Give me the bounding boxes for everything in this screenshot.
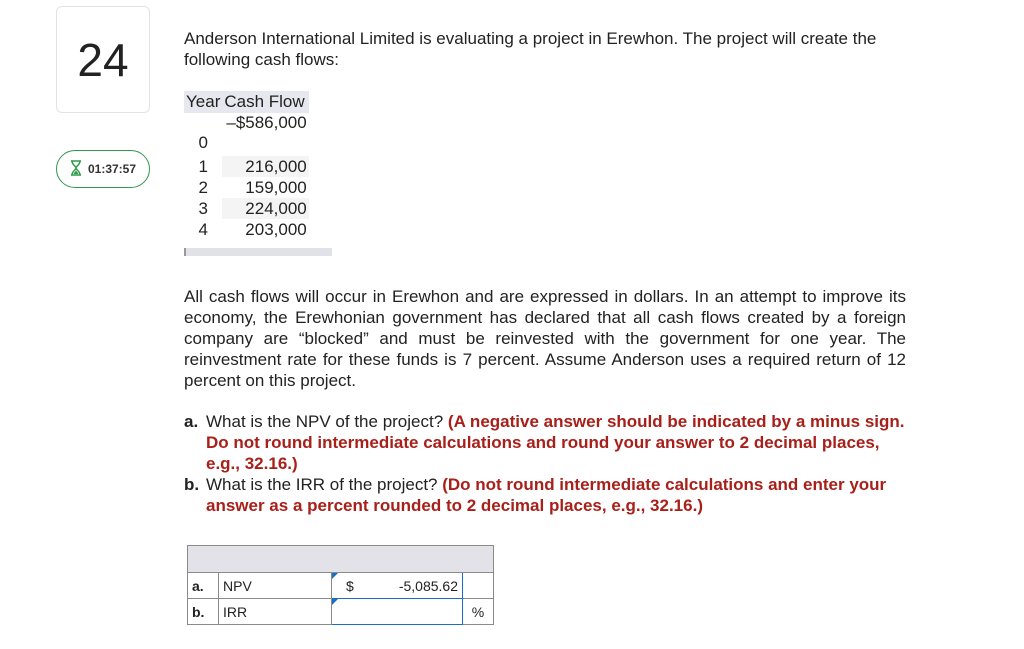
npv-value[interactable]: -5,085.62 [398, 577, 458, 594]
unit-cell [463, 573, 494, 599]
input-flag-icon [332, 599, 338, 605]
cash-flow-cell: 216,000 [222, 156, 308, 177]
year-cell: 0 [198, 133, 208, 152]
cash-flow-cell: –$586,000 [226, 113, 307, 132]
year-cell: 1 [198, 156, 208, 176]
cash-flow-cell: 159,000 [245, 177, 307, 197]
part-label: b. [184, 475, 200, 494]
table-row [184, 113, 309, 156]
timer-badge[interactable] [56, 150, 150, 188]
year-cell: 4 [198, 219, 208, 239]
row-label: a. [188, 573, 219, 599]
question-part-b [184, 474, 906, 516]
question-paragraph: All cash flows will occur in Erewhon and are expressed in dollars. In an attempt to improve its economy, the Erewhonian government has declared that all cash flows created by a foreign company are “blocked” and must be reinvested with the government for one year. The reinvestment rate for these funds is 7 percent. Assume Anderson uses a required return of 12 percent on this project. [184, 287, 906, 390]
row-label: b. [188, 599, 219, 625]
answer-table [187, 545, 494, 625]
question-number [56, 6, 150, 113]
table-row [184, 198, 309, 219]
table-bottom-bar [184, 248, 332, 256]
cash-flow-table [184, 91, 309, 240]
table-row [184, 156, 309, 177]
header-cash-flow: Cash Flow [222, 91, 308, 113]
part-body [206, 411, 906, 474]
part-hint: (A negative answer should be indicated by a minus sign. Do not round intermediate calculations and round your answer to 2 decimal places, e.g., 32.16.) [206, 412, 905, 473]
header-year: Year [186, 92, 221, 111]
irr-input[interactable] [332, 599, 463, 625]
table-row [184, 177, 309, 198]
year-cell: 3 [198, 198, 208, 218]
row-name: IRR [219, 599, 332, 625]
row-name: NPV [219, 573, 332, 599]
currency-symbol: $ [346, 577, 354, 594]
table-row [184, 219, 309, 240]
question-parts [184, 411, 906, 516]
part-text: What is the NPV of the project? [206, 412, 444, 431]
npv-input[interactable] [332, 573, 463, 599]
answer-table-header [188, 546, 494, 573]
cash-flow-cell: 224,000 [222, 198, 308, 219]
question-number-text: 24 [77, 33, 129, 86]
answer-row-npv [188, 573, 494, 599]
part-body [206, 474, 906, 516]
question-intro: Anderson International Limited is evaluating a project in Erewhon. The project will create the following cash flows: [184, 29, 877, 69]
cash-flow-cell: 203,000 [245, 219, 307, 239]
timer-text: 01:37:57 [87, 162, 137, 176]
year-cell: 2 [198, 177, 208, 197]
part-hint: (Do not round intermediate calculations and enter your answer as a percent rounded to 2 decimal places, e.g., 32.16.) [206, 475, 887, 515]
answer-row-irr [188, 599, 494, 625]
part-text: What is the IRR of the project? [206, 475, 438, 494]
part-label: a. [184, 412, 199, 431]
percent-unit: % [463, 599, 494, 625]
header-cell [188, 546, 494, 573]
hourglass-icon [70, 160, 82, 179]
input-flag-icon [332, 573, 338, 579]
question-part-a [184, 411, 906, 474]
